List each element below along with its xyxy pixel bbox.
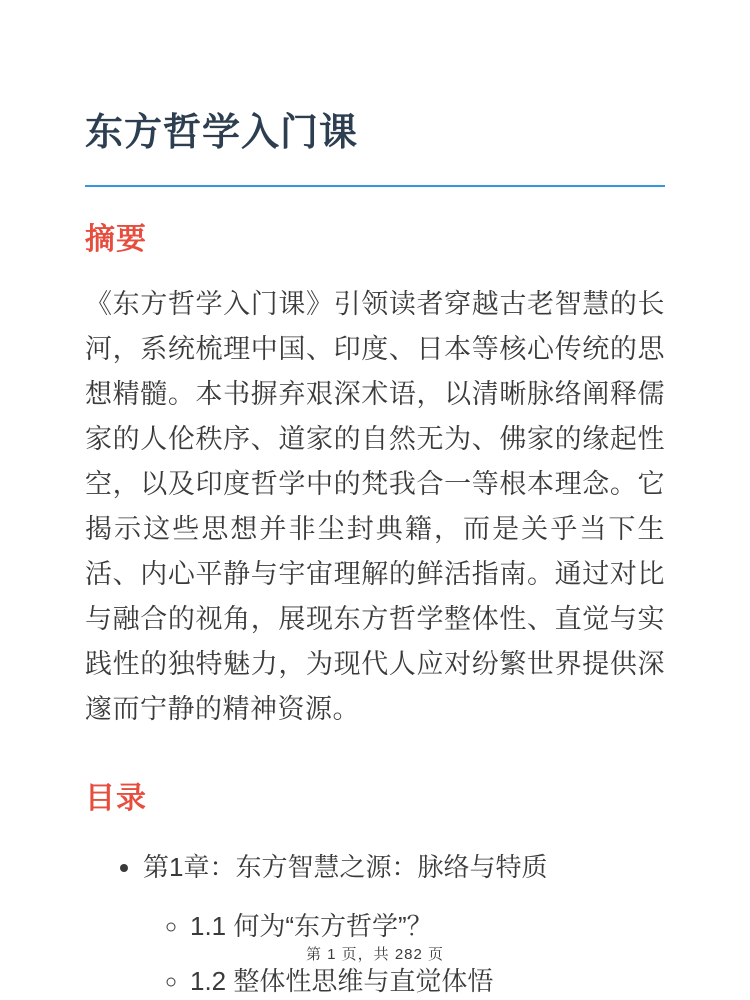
abstract-text: 《东方哲学入门课》引领读者穿越古老智慧的长河，系统梳理中国、印度、日本等核心传统的思想精髓。本书摒弃艰深术语，以清晰脉络阐释儒家的人伦秩序、道家的自然无为、佛家的缘起性空，以及印度哲学中的梵我合一等根本理念。它揭示这些思想并非尘封典籍，而是关乎当下生活、内心平静与宇宙理解的鲜活指南。通过对比与融合的视角，展现东方哲学整体性、直觉与实践性的独特魅力，为现代人应对纷繁世界提供深邃而宁静的精神资源。 (85, 289, 665, 725)
toc-chapter-label: 第1章：东方智慧之源：脉络与特质 (143, 851, 548, 882)
title-divider (85, 185, 665, 187)
toc-list (85, 851, 665, 999)
toc-section-item (190, 910, 665, 944)
toc-heading: 目录 (85, 782, 147, 816)
toc-chapter-item (143, 851, 665, 999)
abstract-heading: 摘要 (85, 222, 147, 256)
toc-section-label: 1.2 整体性思维与直觉体悟 (190, 966, 494, 997)
toc-section-item (190, 965, 665, 999)
page-number-footer: 第 1 页，共 282 页 (305, 946, 445, 963)
page-title: 东方哲学入门课 (85, 112, 359, 154)
toc-section-label: 1.1 何为“东方哲学”？ (190, 911, 433, 942)
